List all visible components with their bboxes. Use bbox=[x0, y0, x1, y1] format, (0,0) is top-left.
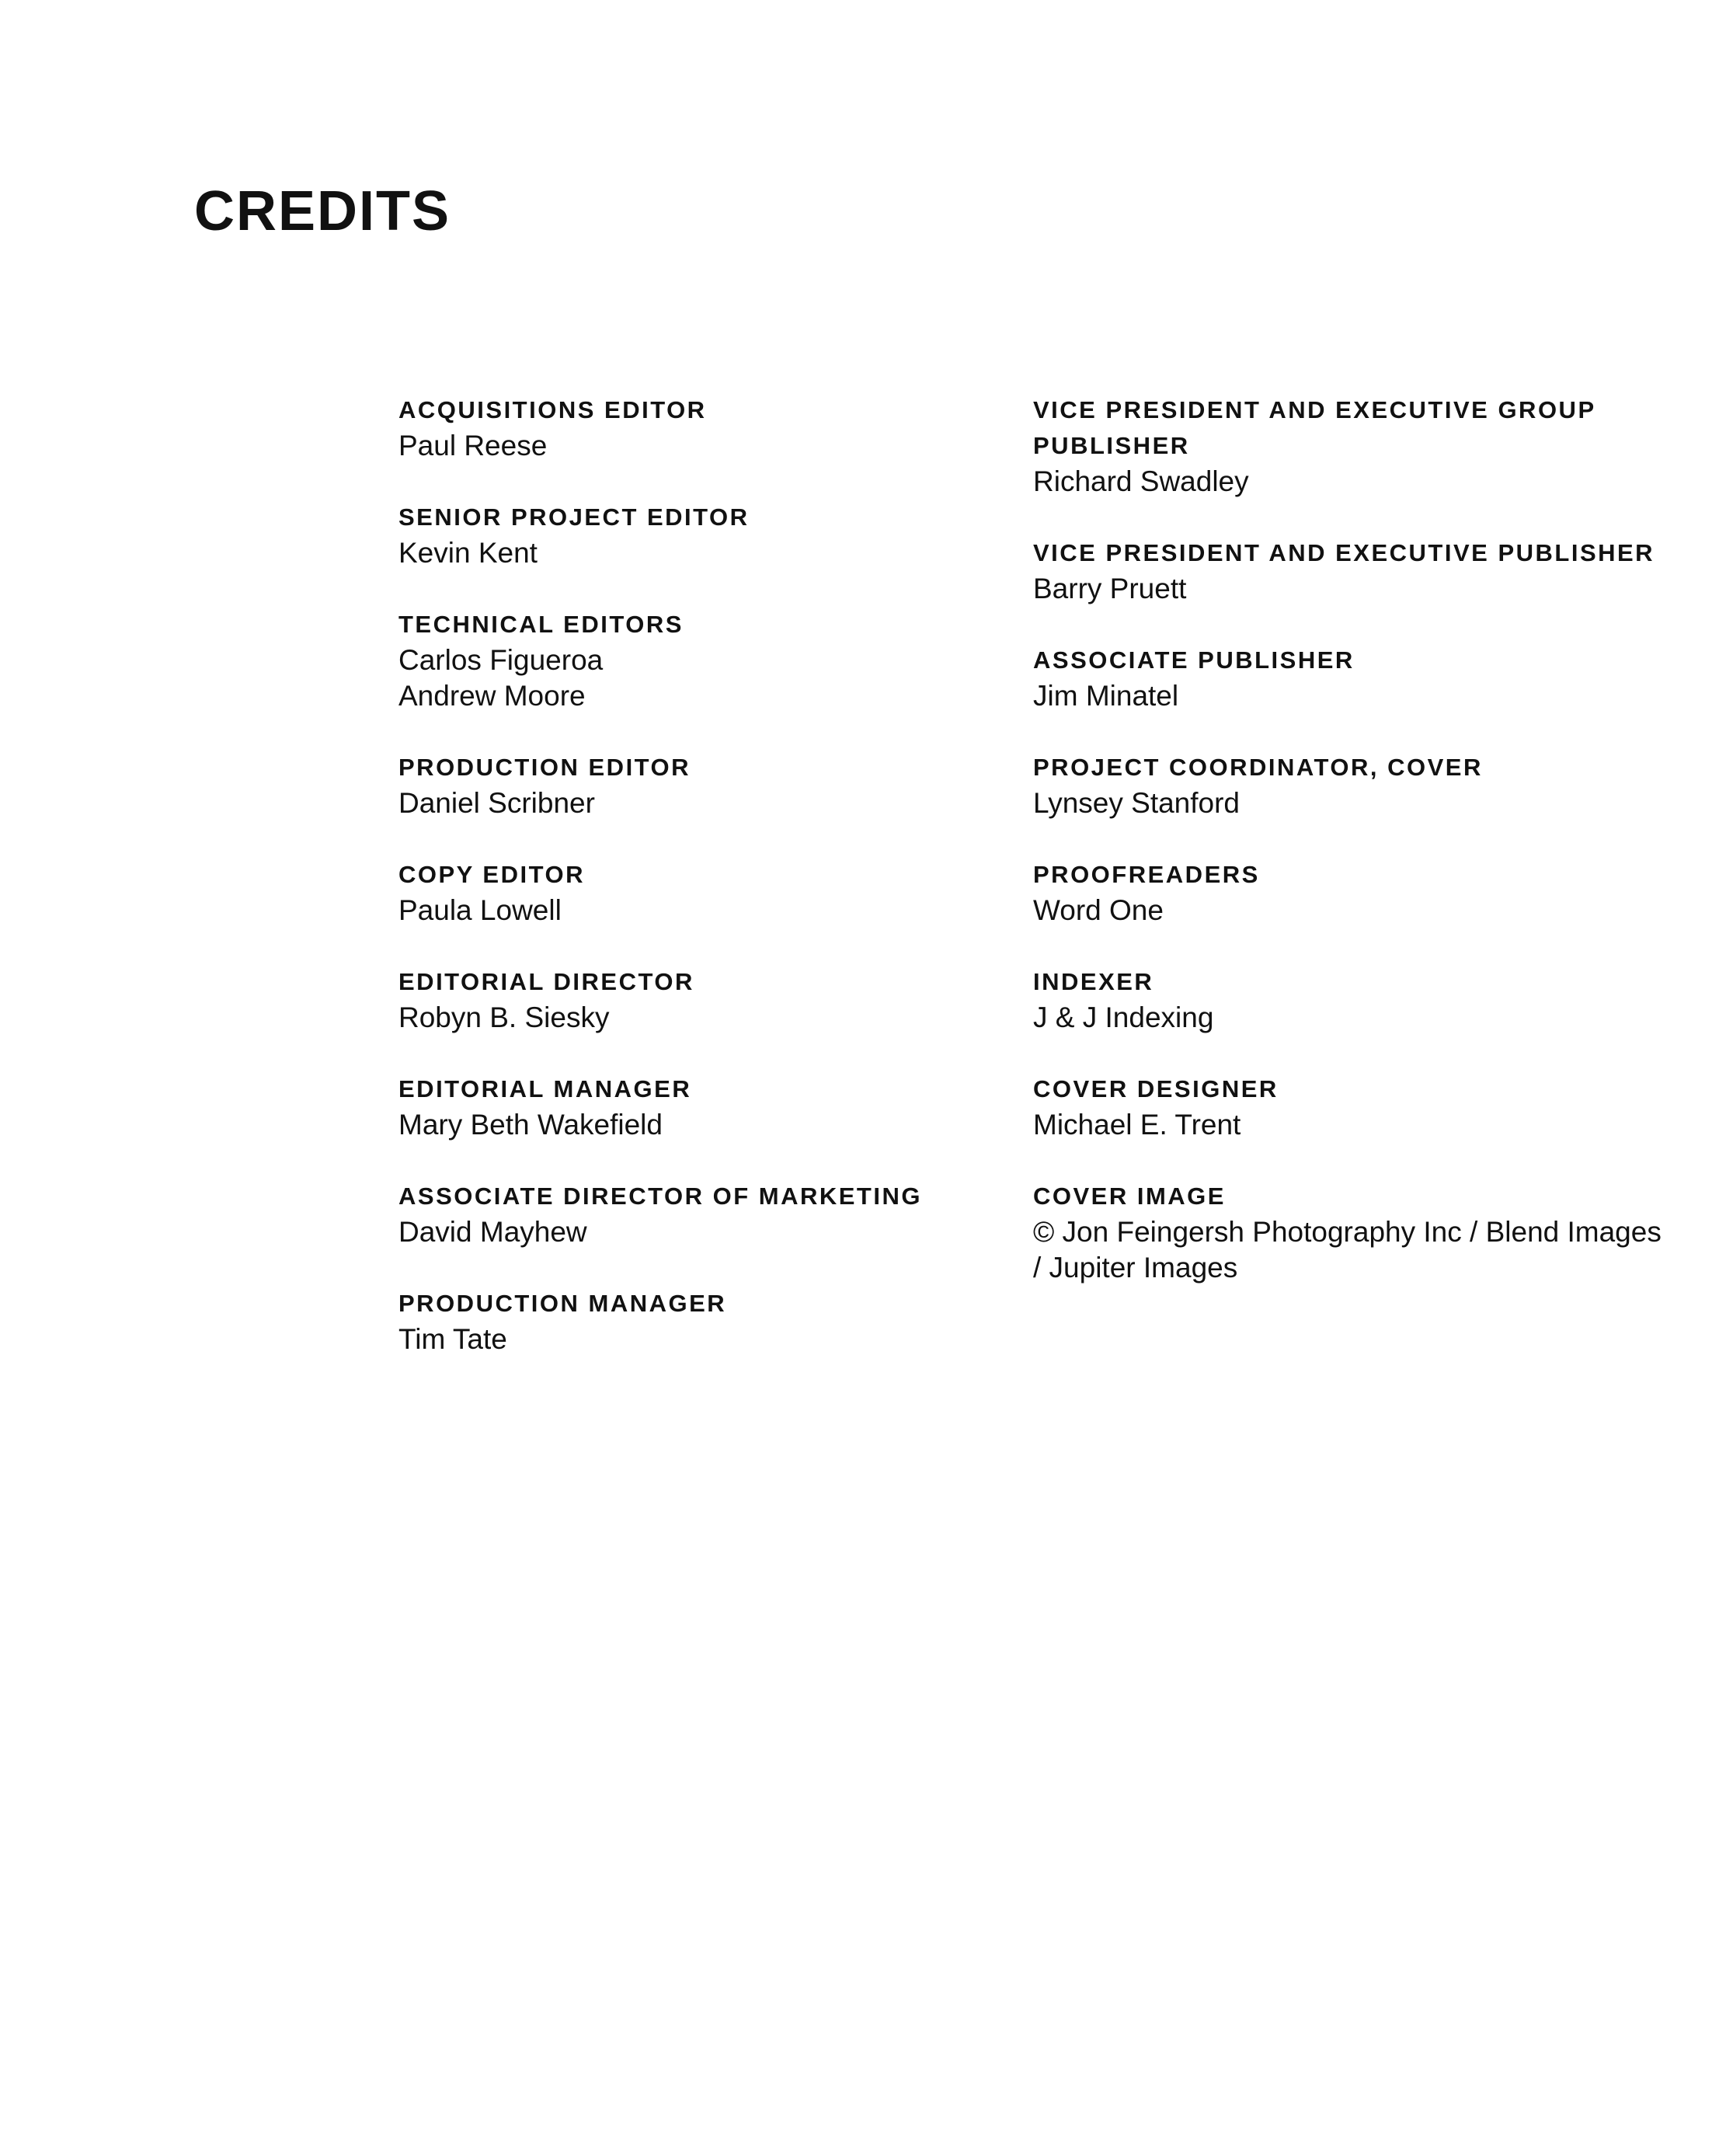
credit-role: ASSOCIATE PUBLISHER bbox=[1033, 646, 1355, 674]
credit-entry bbox=[1033, 535, 1670, 607]
credit-role: VICE PRESIDENT AND EXECUTIVE PUBLISHER bbox=[1033, 539, 1655, 566]
credit-entry bbox=[398, 964, 989, 1036]
credit-role: VICE PRESIDENT AND EXECUTIVE GROUP PUBLISHER bbox=[1033, 396, 1596, 459]
credit-name: © Jon Feingersh Photography Inc / Blend Images / Jupiter Images bbox=[1033, 1216, 1662, 1283]
credit-name: Word One bbox=[1033, 894, 1164, 926]
credit-entry bbox=[398, 1179, 989, 1250]
credit-entry bbox=[398, 750, 989, 821]
credit-name: Robyn B. Siesky bbox=[398, 1001, 610, 1033]
credit-entry bbox=[398, 392, 989, 464]
credit-entry bbox=[398, 500, 989, 571]
credit-entry bbox=[1033, 964, 1670, 1036]
credit-name: Lynsey Stanford bbox=[1033, 787, 1241, 819]
credit-role: COVER IMAGE bbox=[1033, 1182, 1226, 1210]
page-title: CREDITS bbox=[194, 180, 451, 242]
credit-name: Carlos Figueroa bbox=[398, 644, 604, 676]
credit-entry bbox=[398, 1286, 989, 1357]
credit-role: PRODUCTION EDITOR bbox=[398, 754, 691, 781]
credit-name: Mary Beth Wakefield bbox=[398, 1109, 663, 1141]
credit-entry bbox=[1033, 1179, 1670, 1286]
credit-entry bbox=[1033, 1071, 1670, 1143]
credits-left-column bbox=[398, 392, 989, 1393]
credit-entry bbox=[1033, 857, 1670, 928]
credit-role: INDEXER bbox=[1033, 968, 1154, 995]
credit-role: PROOFREADERS bbox=[1033, 861, 1260, 888]
credit-name: Daniel Scribner bbox=[398, 787, 595, 819]
credit-entry bbox=[1033, 392, 1670, 500]
credit-role: PROJECT COORDINATOR, COVER bbox=[1033, 754, 1483, 781]
credit-name: Jim Minatel bbox=[1033, 680, 1179, 712]
credits-right-column bbox=[1033, 392, 1670, 1322]
credit-name: Paul Reese bbox=[398, 430, 548, 462]
credit-role: COPY EDITOR bbox=[398, 861, 585, 888]
credit-entry bbox=[398, 1071, 989, 1143]
credit-name: J & J Indexing bbox=[1033, 1001, 1214, 1033]
credit-role: EDITORIAL DIRECTOR bbox=[398, 968, 694, 995]
credit-name: Kevin Kent bbox=[398, 537, 538, 569]
credit-role: TECHNICAL EDITORS bbox=[398, 611, 684, 638]
credit-entry bbox=[1033, 750, 1670, 821]
credit-name: Tim Tate bbox=[398, 1323, 507, 1355]
credit-role: COVER DESIGNER bbox=[1033, 1075, 1279, 1102]
credit-entry bbox=[1033, 643, 1670, 714]
credit-entry bbox=[398, 857, 989, 928]
credit-name: David Mayhew bbox=[398, 1216, 587, 1248]
credit-role: EDITORIAL MANAGER bbox=[398, 1075, 692, 1102]
credit-entry bbox=[398, 607, 989, 714]
credit-role: SENIOR PROJECT EDITOR bbox=[398, 503, 750, 531]
credit-role: ACQUISITIONS EDITOR bbox=[398, 396, 707, 423]
credit-name: Michael E. Trent bbox=[1033, 1109, 1241, 1141]
credit-name: Andrew Moore bbox=[398, 680, 586, 712]
credit-name: Paula Lowell bbox=[398, 894, 562, 926]
credit-name: Barry Pruett bbox=[1033, 573, 1187, 604]
credit-name: Richard Swadley bbox=[1033, 465, 1249, 497]
credit-role: ASSOCIATE DIRECTOR OF MARKETING bbox=[398, 1182, 922, 1210]
credit-role: PRODUCTION MANAGER bbox=[398, 1290, 727, 1317]
